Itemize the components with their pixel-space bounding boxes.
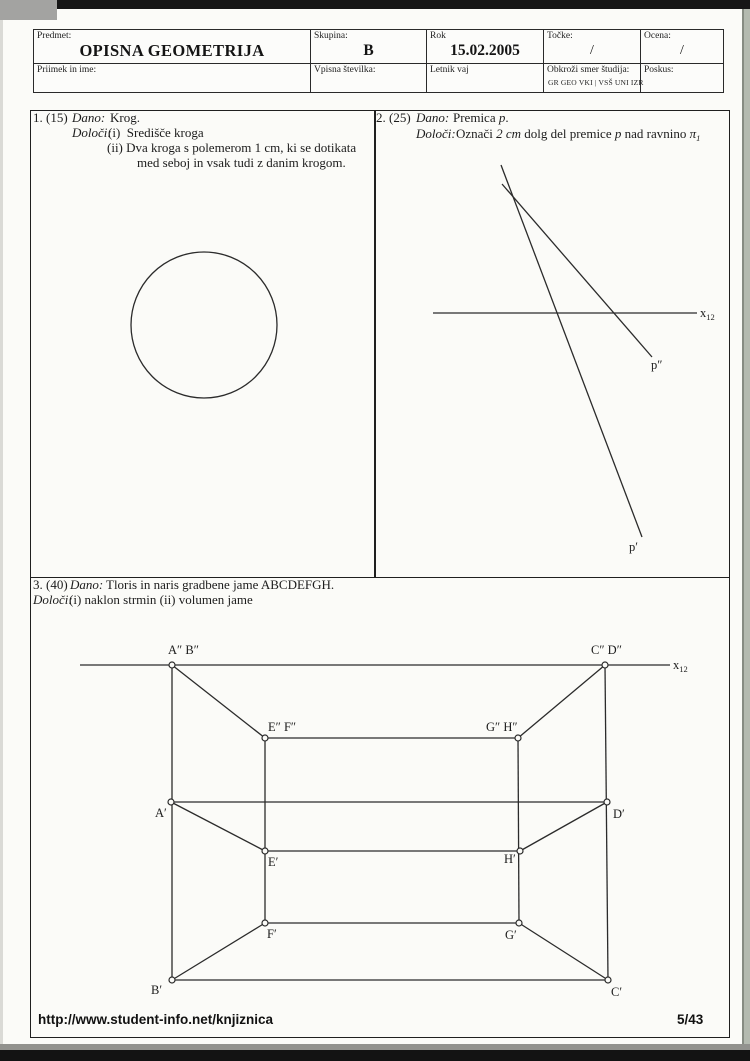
p3-doloci-value: (i) naklon strmin (ii) volumen jame	[69, 592, 253, 607]
problems-frame	[30, 110, 730, 1038]
ocena-label: Ocena:	[644, 31, 671, 41]
cell-predmet	[34, 30, 311, 64]
p3-doloci-label: Določi:	[33, 592, 73, 607]
scan-edge-right	[742, 0, 750, 1061]
fig3-label-d: D′	[613, 807, 625, 821]
divider-vertical	[374, 111, 376, 577]
p1-dano-label: Dano:	[72, 110, 106, 125]
p3-number: 3. (40)	[33, 577, 68, 592]
p2-number: 2. (25)	[376, 110, 411, 125]
cell-obkrozi	[544, 64, 644, 92]
vpisna-label: Vpisna številka:	[314, 65, 376, 75]
tocke-value: /	[590, 43, 594, 58]
ocena-value: /	[680, 43, 684, 58]
fig3-label-ab: A″ B″	[168, 643, 199, 657]
cell-ocena	[641, 30, 723, 64]
fig3-label-e: E′	[268, 855, 279, 869]
p1-doloci-label: Določi:	[72, 125, 112, 140]
p2-doloci-label: Določi:	[416, 126, 456, 141]
cell-rok	[427, 30, 544, 64]
cell-tocke	[544, 30, 641, 64]
skupina-label: Skupina:	[314, 31, 348, 41]
cell-priimek	[34, 64, 311, 92]
cell-poskus	[641, 64, 723, 92]
fig2-p-tloris-label: p′	[629, 540, 638, 554]
p1-dano-value: Krog.	[110, 110, 140, 125]
scan-edge-left	[0, 0, 3, 1061]
p3-dano-value: Tloris in naris gradbene jame ABCDEFGH.	[106, 577, 335, 592]
fig2-p-naris-label: p″	[651, 358, 663, 372]
fig3-label-ef: E″ F″	[268, 720, 297, 734]
rok-value: 15.02.2005	[450, 42, 520, 59]
p1-item-ii-line2: med seboj in vsak tudi z danim krogom.	[137, 155, 346, 170]
p1-number: 1. (15)	[33, 110, 68, 125]
fig3-label-g: G′	[505, 928, 517, 942]
fig3-label-h: H′	[504, 852, 516, 866]
fig3-label-cd: C″ D″	[591, 643, 622, 657]
scan-smudge-top-left	[0, 0, 57, 20]
poskus-label: Poskus:	[644, 65, 674, 75]
p1-item-ii-line1: (ii) Dva kroga s polemerom 1 cm, ki se dotikata	[107, 140, 357, 155]
tocke-label: Točke:	[547, 31, 573, 41]
rok-label: Rok	[430, 31, 446, 41]
fig3-label-gh: G″ H″	[486, 720, 518, 734]
p1-item-i: (i) Središče kroga	[108, 125, 204, 140]
priimek-label: Priimek in ime:	[37, 65, 97, 75]
p2-dano-label: Dano:	[416, 110, 450, 125]
predmet-label: Predmet:	[37, 31, 72, 41]
p2-dano-value: Premica p.	[453, 110, 509, 125]
skupina-value: B	[363, 42, 374, 59]
scan-edge-bottom	[0, 1050, 750, 1061]
fig3-label-f: F′	[267, 927, 277, 941]
p3-dano-label: Dano:	[70, 577, 104, 592]
letnik-label: Letnik vaj	[430, 65, 469, 75]
footer-page-number: 5/43	[677, 1012, 704, 1027]
fig3-label-c: C′	[611, 985, 623, 999]
cell-letnik	[427, 64, 544, 92]
footer-url-text: http://www.student-info.net/knjiznica	[38, 1012, 273, 1027]
cell-vpisna	[311, 64, 427, 92]
fig3-label-a: A′	[155, 806, 167, 820]
fig3-x12-label: $x_{12}$	[673, 658, 688, 674]
header-table	[33, 29, 724, 93]
cell-skupina	[311, 30, 427, 64]
fig2-x12-label: $x_{12}$	[700, 306, 715, 322]
predmet-value: OPISNA GEOMETRIJA	[79, 41, 265, 60]
obkrozi-label: Obkroži smer študija:	[547, 65, 630, 75]
p2-doloci-value: Označi 2 cm dolg del premice p nad ravnino $\pi_1$	[456, 126, 701, 143]
obkrozi-options: GR GEO VKI | VSŠ UNI IZR	[548, 78, 644, 87]
scan-edge-top	[0, 0, 750, 9]
fig3-label-b: B′	[151, 983, 163, 997]
